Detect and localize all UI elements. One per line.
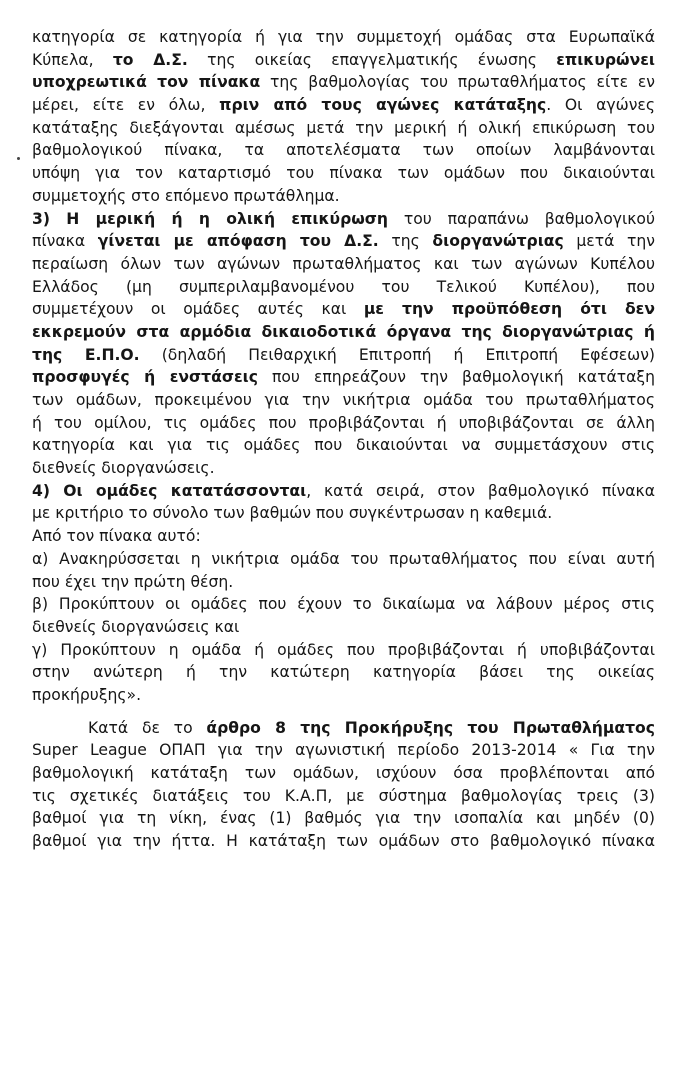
text-run: βαθμοί για τη νίκη, ένας (1) βαθμός για την ισοπαλία και μηδέν (0) [32,809,655,828]
bold-text-run: προσφυγές ή ενστάσεις [32,368,258,387]
bold-text-run: εκκρεμούν στα αρμόδια δικαιοδοτικά όργανα της διοργανώτριας ή [32,322,655,341]
text-line [32,276,655,299]
bold-text-run: γίνεται με απόφαση του Δ.Σ. [97,232,379,251]
text-line [32,208,655,231]
text-line [32,26,655,49]
text-run: πίνακα [32,232,98,251]
text-line [32,502,655,525]
text-run: στην ανώτερη ή την κατώτερη κατηγορία βάσει της οικείας [32,663,655,682]
text-run: (δηλαδή Πειθαρχική Επιτροπή ή Επιτροπή Εφέσεων) [139,345,655,364]
text-line [32,185,655,208]
bold-text-run: με την προϋπόθεση ότι δεν [363,300,655,319]
text-line [32,434,655,457]
text-run: διεθνείς διοργανώσεις και [32,617,240,636]
text-run: Από τον πίνακα αυτό: [32,527,201,546]
text-line [32,739,655,762]
document-body [32,26,655,853]
text-line [32,684,655,707]
text-run: Κατά δε το [88,718,207,737]
text-line [32,480,655,503]
text-line [32,230,655,253]
text-line [32,661,655,684]
text-run: βαθμοί για την ήττα. Η κατάταξη των ομάδων στο βαθμολογικό πίνακα [32,832,655,851]
text-line [32,571,655,594]
text-line [32,162,655,185]
text-line [32,457,655,480]
text-run: προκήρυξης». [32,685,142,704]
text-run: κατάταξης διεξάγονται αμέσως μετά την μερική ή ολική επικύρωση του [32,118,655,137]
bold-text-run: επικυρώνει [556,50,655,69]
text-run: με κριτήριο το σύνολο των βαθμών που συγκέντρωσαν η καθεμιά. [32,504,553,523]
text-run: του παραπάνω βαθμολογικού [388,209,655,228]
text-run: μετά την [563,232,655,251]
text-line [32,298,655,321]
text-run: ή του ομίλου, τις ομάδες που προβιβάζονται ή υποβιβάζονται σε άλλη [32,413,655,432]
text-run: μέρει, είτε εν όλω, [32,96,220,115]
text-line [32,139,655,162]
bold-text-run: άρθρο 8 της Προκήρυξης του Πρωταθλήματος [206,718,655,737]
text-line [32,616,655,639]
bold-text-run: διοργανώτριας [432,232,564,251]
text-run: της βαθμολογίας του πρωταθλήματος είτε εν [260,73,655,92]
bold-text-run: της Ε.Π.Ο. [32,345,140,364]
text-run: β) Προκύπτουν οι ομάδες που έχουν το δικαίωμα να λάβουν μέρος στις [32,595,655,614]
text-run: γ) Προκύπτουν η ομάδα ή ομάδες που προβιβάζονται ή υποβιβάζονται [32,640,655,659]
text-line [32,389,655,412]
scan-speck [17,157,20,160]
text-run: Ελλάδος (μη συμπεριλαμβανομένου του Τελικού Κυπέλου), που [32,277,655,296]
bold-text-run: υποχρεωτικά τον πίνακα [32,73,261,92]
text-run: βαθμολογική κατάταξη των ομάδων, ισχύουν όσα προβλέπονται από [32,764,655,782]
text-line [32,412,655,435]
bold-text-run: πριν από τους αγώνες κατάταξης [219,96,547,115]
text-line [32,71,655,94]
text-line [32,525,655,548]
text-line [32,717,655,740]
text-line [32,253,655,276]
text-line [32,366,655,389]
text-run: της [378,232,433,251]
text-line [32,321,655,344]
text-run: α) Ανακηρύσσεται η νικήτρια ομάδα του πρωταθλήματος που είναι αυτή [32,549,655,568]
text-line [32,762,655,785]
text-run: συμμετέχουν οι ομάδες αυτές και [32,300,364,319]
text-run: Κύπελα, [32,50,113,69]
text-run: συμμετοχής στο επόμενο πρωτάθλημα. [32,186,340,205]
text-line [32,830,655,853]
text-line [32,807,655,830]
text-line [32,49,655,72]
text-run: υπόψη για τον καταρτισμό του πίνακα των ομάδων που δικαιούνται [32,164,655,183]
text-run: Super League ΟΠΑΠ για την αγωνιστική περίοδο 2013-2014 « Για την [32,741,655,760]
paragraph-gap [32,707,655,717]
text-line [32,639,655,662]
text-run: της οικείας επαγγελματικής ένωσης [187,50,557,69]
text-run: . Οι αγώνες [546,96,655,115]
text-line [32,548,655,571]
text-line [32,94,655,117]
text-run: που επηρεάζουν την βαθμολογική κατάταξη [257,368,655,387]
bold-text-run: 4) Οι ομάδες κατατάσσονται [32,481,307,500]
bold-text-run: το Δ.Σ. [112,50,188,69]
text-run: κατηγορία και για τις ομάδες που δικαιούνται να συμμετάσχουν στις [32,436,655,455]
text-run: διεθνείς διοργανώσεις. [32,459,215,478]
text-line [32,593,655,616]
text-line [32,117,655,140]
text-run: , κατά σειρά, στον βαθμολογικό πίνακα [306,481,655,500]
text-run: βαθμολογικού πίνακα, τα αποτελέσματα των οποίων λαμβάνονται [32,141,655,160]
text-run: περαίωση όλων των αγώνων πρωταθλήματος και των αγώνων Κυπέλου [32,254,655,273]
text-line [32,785,655,808]
text-run: των ομάδων, προκειμένου για την νικήτρια ομάδα του πρωταθλήματος [32,391,655,409]
text-line [32,344,655,367]
text-run: τις σχετικές διατάξεις του Κ.Α.Π, με σύστημα βαθμολογίας τρεις (3) [32,786,655,805]
text-run: που έχει την πρώτη θέση. [32,572,234,591]
bold-text-run: 3) Η μερική ή η ολική επικύρωση [32,209,389,228]
text-run: κατηγορία σε κατηγορία ή για την συμμετοχή ομάδας στα Ευρωπαϊκά [32,28,655,46]
